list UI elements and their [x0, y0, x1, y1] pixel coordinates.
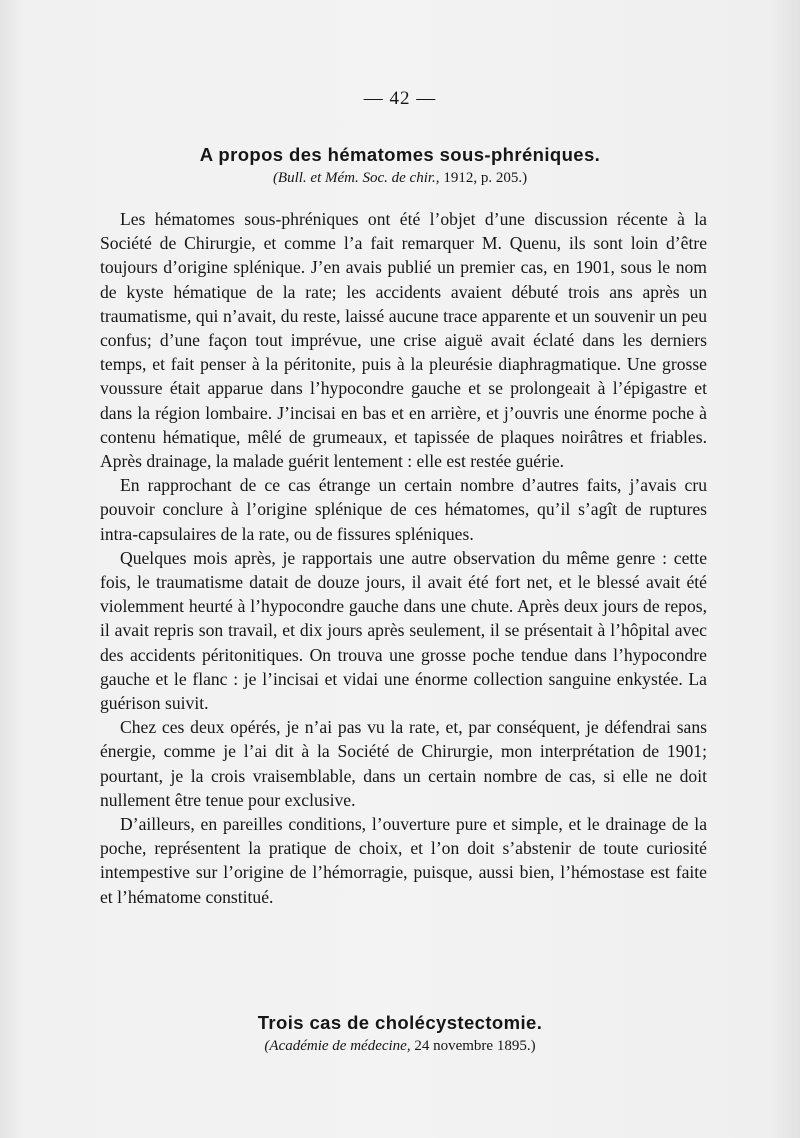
article-title: Trois cas de cholécystectomie.: [257, 1012, 543, 1033]
paragraph: Chez ces deux opérés, je n’ai pas vu la rate, et, par conséquent, je défendrai sans énergie, comme je l’ai dit à la Société de Chirurgie, mon interprétation de 1901; pourtant, je la crois vraisemblable, dans un certain nombre de cas, si elle ne doit nullement être tenue pour exclusive.: [100, 717, 707, 810]
article-source-date: 1912, p. 205.): [439, 170, 528, 186]
paragraph: Les hématomes sous-phréniques ont été l’objet d’une discussion récente à la Société de Chirurgie, et comme l’a fait remarquer M. Quenu, ils sont loin d’être toujours d’origine splénique. J’en avais publié un premier cas, en 1901, sous le nom de kyste hématique de la rate; les accidents avaient débuté trois ans après un traumatisme, qui n’avait, du reste, laissé aucune trace apparente et un souvenir un peu confus; d’une façon tout imprévue, une crise aiguë avait éclaté dans les derniers temps, et fait penser à la péritonite, puis à la pleurésie diaphragmatique. Une grosse voussure était apparue dans l’hypocondre gauche et se prolongeait à l’épigastre et dans la région lombaire. J’incisai en bas et en arrière, et j’ouvris une énorme poche à contenu hématique, mêlé de grumeaux, et tapissée de plaques noirâtres et friables. Après drainage, la malade guérit lentement : elle est restée guérie.: [100, 209, 707, 472]
article-source-journal: (Bull. et Mém. Soc. de chir.,: [272, 170, 440, 186]
article-header-hematomes: [0, 144, 800, 187]
article-title: A propos des hématomes sous-phréniques.: [199, 144, 601, 165]
page-number: — 42 —: [363, 88, 437, 109]
article-source: [0, 170, 800, 187]
article-body: [100, 207, 707, 909]
article-source: [0, 1038, 800, 1055]
article-header-cholecystectomie: [0, 1012, 800, 1055]
paragraph: En rapprochant de ce cas étrange un certain nombre d’autres faits, j’avais cru pouvoir conclure à l’origine splénique de ces hématomes, qu’il s’agît de ruptures intra-capsulaires de la rate, ou de fissures spléniques.: [100, 475, 707, 544]
paragraph: D’ailleurs, en pareilles conditions, l’ouverture pure et simple, et le drainage de la poche, représentent la pratique de choix, et l’on doit s’abstenir de toute curiosité intempestive sur l’origine de l’hémorragie, puisque, aussi bien, l’hémostase est faite et l’hématome constitué.: [100, 814, 707, 907]
paragraph: Quelques mois après, je rapportais une autre observation du même genre : cette fois, le traumatisme datait de douze jours, il avait été fort net, et le blessé avait été violemment heurté à l’hypocondre gauche dans une chute. Après deux jours de repos, il avait repris son travail, et dix jours après seulement, il se présentait à l’hôpital avec des accidents péritonitiques. On trouva une grosse poche tendue dans l’hypocondre gauche et le flanc : je l’incisai et vidai une énorme collection sanguine enkystée. La guérison suivit.: [100, 547, 707, 714]
article-source-date: 24 novembre 1895.): [410, 1038, 536, 1054]
article-source-journal: (Académie de médecine,: [264, 1038, 411, 1054]
